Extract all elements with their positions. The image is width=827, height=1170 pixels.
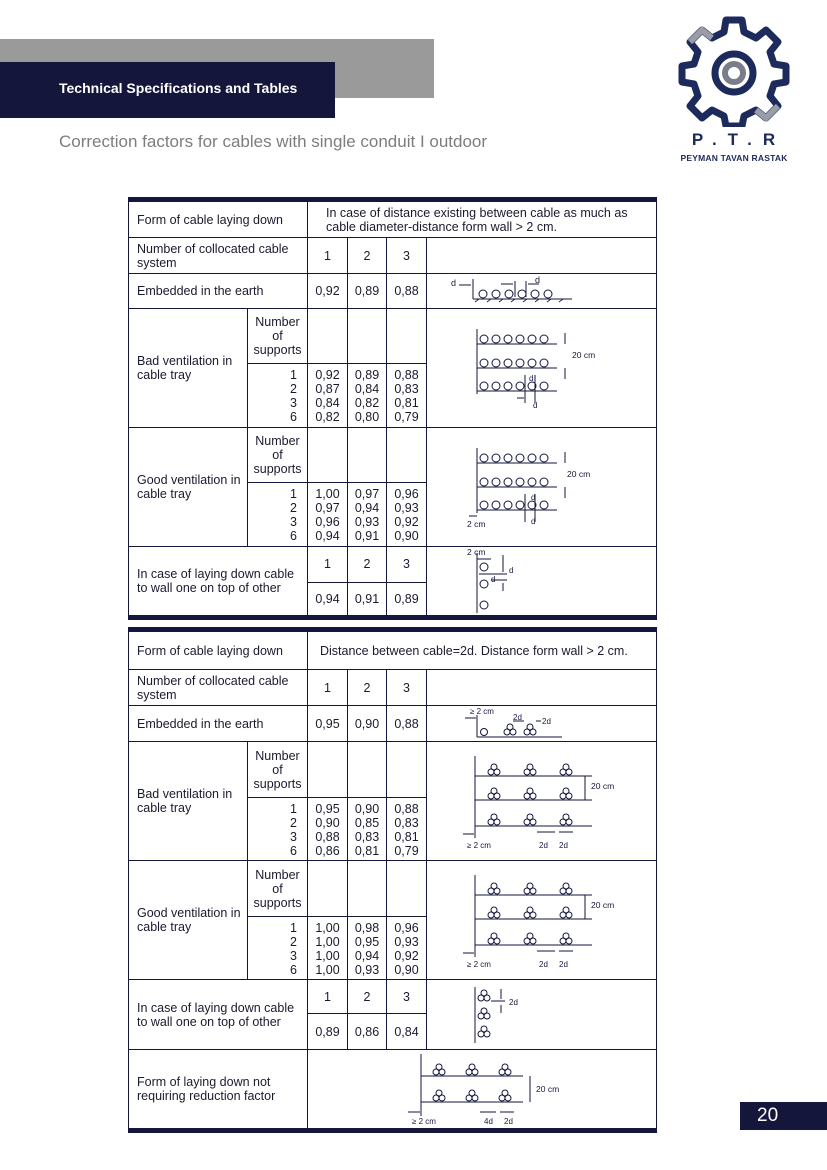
twenty-cm-label: 20 cm bbox=[572, 350, 596, 360]
factor-column-3: 0,88 0,83 0,81 0,79 bbox=[387, 364, 427, 428]
earth-diagram bbox=[427, 274, 657, 309]
d-label: d bbox=[533, 401, 538, 410]
blank-cell bbox=[427, 238, 657, 274]
good-ventilation-label: Good ventilation in cable tray bbox=[129, 428, 248, 547]
wall-label: In case of laying down cable to wall one on top of other bbox=[129, 547, 308, 618]
form-label: Form of cable laying down bbox=[129, 630, 308, 670]
col-header: 3 bbox=[387, 980, 427, 1014]
col-header: 1 bbox=[308, 238, 348, 274]
earth-diagram bbox=[427, 706, 657, 742]
col-header: 2 bbox=[348, 547, 387, 583]
section-title: Technical Specifications and Tables bbox=[59, 80, 298, 96]
two-d-label: 2d bbox=[559, 841, 568, 850]
earth-value: 0,92 bbox=[308, 274, 348, 309]
condition-text: Distance between cable=2d. Distance form wall > 2 cm. bbox=[308, 630, 657, 670]
wall-diagram bbox=[427, 980, 657, 1050]
supports-label: Number of supports bbox=[248, 861, 308, 917]
factor-column-2: 0,89 0,84 0,82 0,80 bbox=[348, 364, 387, 428]
col-header: 3 bbox=[387, 547, 427, 583]
factor-column-1: 0,95 0,90 0,88 0,86 bbox=[308, 798, 348, 861]
ge-two-cm-label: ≥ 2 cm bbox=[467, 960, 491, 969]
good-ventilation-diagram bbox=[427, 861, 657, 980]
collocated-label: Number of collocated cable system bbox=[129, 238, 308, 274]
d-label: d bbox=[451, 278, 457, 288]
two-d-label: 2d bbox=[509, 997, 518, 1007]
form-label: Form of cable laying down bbox=[129, 200, 308, 238]
col-header: 1 bbox=[308, 670, 348, 706]
d-label: d bbox=[531, 517, 536, 526]
wall-value: 0,86 bbox=[348, 1014, 387, 1050]
supports-column: 1 2 3 6 bbox=[248, 483, 308, 547]
d-label: d bbox=[531, 493, 536, 502]
correction-table-1 bbox=[128, 197, 657, 620]
ge-two-cm-label: ≥ 2 cm bbox=[470, 706, 494, 716]
two-d-label: 2d bbox=[539, 841, 548, 850]
d-label: d bbox=[535, 275, 541, 285]
factor-column-2: 0,90 0,85 0,83 0,81 bbox=[348, 798, 387, 861]
page-subtitle: Correction factors for cables with single conduit I outdoor bbox=[59, 132, 488, 151]
twenty-cm-label: 20 cm bbox=[591, 781, 615, 791]
wall-diagram bbox=[427, 547, 657, 618]
wall-value: 0,89 bbox=[308, 1014, 348, 1050]
supports-column: 1 2 3 6 bbox=[248, 798, 308, 861]
earth-label: Embedded in the earth bbox=[129, 274, 308, 309]
good-ventilation-diagram bbox=[427, 428, 657, 547]
two-d-label: 2d bbox=[542, 716, 551, 726]
ge-two-cm-label: ≥ 2 cm bbox=[467, 841, 491, 850]
collocated-label: Number of collocated cable system bbox=[129, 670, 308, 706]
supports-label: Number of supports bbox=[248, 428, 308, 483]
wall-value: 0,91 bbox=[348, 582, 387, 618]
two-d-label: 2d bbox=[539, 960, 548, 969]
no-reduction-diagram bbox=[308, 1050, 657, 1131]
col-header: 2 bbox=[348, 238, 387, 274]
supports-column: 1 2 3 6 bbox=[248, 364, 308, 428]
d-label: d bbox=[509, 566, 514, 575]
two-d-label: 2d bbox=[504, 1117, 513, 1126]
factor-column-1: 1,00 0,97 0,96 0,94 bbox=[308, 483, 348, 547]
bad-ventilation-diagram bbox=[427, 742, 657, 861]
two-cm-label: 2 cm bbox=[467, 519, 486, 529]
factor-column-1: 0,92 0,87 0,84 0,82 bbox=[308, 364, 348, 428]
gear-icon bbox=[678, 12, 790, 127]
two-d-label: 2d bbox=[513, 712, 522, 722]
factor-column-3: 0,88 0,83 0,81 0,79 bbox=[387, 798, 427, 861]
col-header: 3 bbox=[387, 670, 427, 706]
two-d-label: 2d bbox=[559, 960, 568, 969]
earth-label: Embedded in the earth bbox=[129, 706, 308, 742]
supports-label: Number of supports bbox=[248, 742, 308, 798]
earth-value: 0,90 bbox=[348, 706, 387, 742]
earth-value: 0,88 bbox=[387, 274, 427, 309]
two-cm-label: 2 cm bbox=[467, 547, 486, 557]
d-label: d bbox=[491, 575, 496, 584]
bad-ventilation-diagram bbox=[427, 309, 657, 428]
no-reduction-label: Form of laying down not requiring reduction factor bbox=[129, 1050, 308, 1131]
good-ventilation-label: Good ventilation in cable tray bbox=[129, 861, 248, 980]
col-header: 1 bbox=[308, 980, 348, 1014]
twenty-cm-label: 20 cm bbox=[567, 469, 591, 479]
col-header: 2 bbox=[348, 980, 387, 1014]
factor-column-1: 1,00 1,00 1,00 1,00 bbox=[308, 917, 348, 980]
earth-value: 0,88 bbox=[387, 706, 427, 742]
logo-company-name: PEYMAN TAVAN RASTAK bbox=[680, 153, 788, 163]
ge-two-cm-label: ≥ 2 cm bbox=[412, 1117, 436, 1126]
earth-value: 0,95 bbox=[308, 706, 348, 742]
wall-value: 0,84 bbox=[387, 1014, 427, 1050]
bad-ventilation-label: Bad ventilation in cable tray bbox=[129, 309, 248, 428]
col-header: 2 bbox=[348, 670, 387, 706]
earth-value: 0,89 bbox=[348, 274, 387, 309]
d-label: d bbox=[529, 374, 534, 383]
wall-label: In case of laying down cable to wall one on top of other bbox=[129, 980, 308, 1050]
section-title-band bbox=[0, 62, 335, 118]
wall-value: 0,89 bbox=[387, 582, 427, 618]
four-d-label: 4d bbox=[484, 1117, 493, 1126]
page-number: 20 bbox=[740, 1102, 827, 1130]
supports-label: Number of supports bbox=[248, 309, 308, 364]
blank-cell bbox=[427, 670, 657, 706]
twenty-cm-label: 20 cm bbox=[591, 900, 615, 910]
twenty-cm-label: 20 cm bbox=[536, 1084, 560, 1094]
factor-column-3: 0,96 0,93 0,92 0,90 bbox=[387, 917, 427, 980]
col-header: 1 bbox=[308, 547, 348, 583]
factor-column-2: 0,98 0,95 0,94 0,93 bbox=[348, 917, 387, 980]
bad-ventilation-label: Bad ventilation in cable tray bbox=[129, 742, 248, 861]
supports-column: 1 2 3 6 bbox=[248, 917, 308, 980]
factor-column-3: 0,96 0,93 0,92 0,90 bbox=[387, 483, 427, 547]
correction-table-2 bbox=[128, 627, 657, 1133]
factor-column-2: 0,97 0,94 0,93 0,91 bbox=[348, 483, 387, 547]
wall-value: 0,94 bbox=[308, 582, 348, 618]
col-header: 3 bbox=[387, 238, 427, 274]
logo-letters: P.T.R bbox=[691, 130, 787, 149]
condition-text: In case of distance existing between cable as much as cable diameter-distance form wall > 2 cm. bbox=[308, 200, 657, 238]
company-logo bbox=[678, 12, 790, 172]
